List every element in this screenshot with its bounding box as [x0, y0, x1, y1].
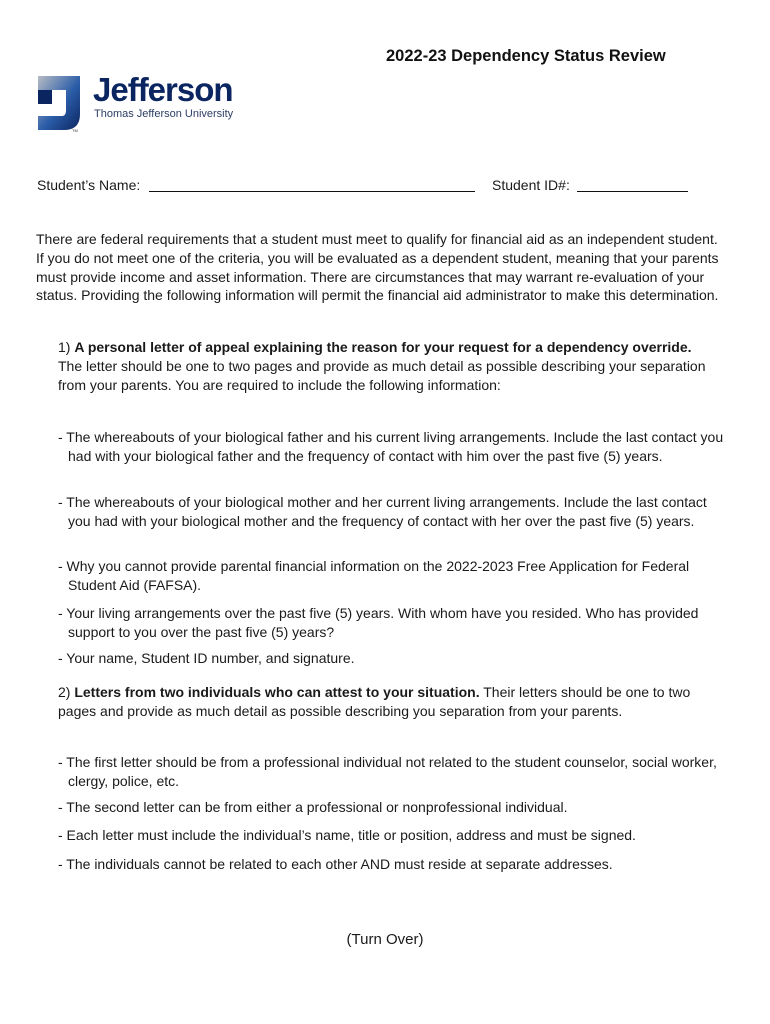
- section-2-body: Their letters should be one to two pages and provide as much detail as possible describing you separation from your parents.: [58, 684, 691, 719]
- student-id-label: Student ID#:: [492, 177, 570, 193]
- intro-paragraph: There are federal requirements that a student must meet to qualify for financial aid as an independent student. If you do not meet one of the criteria, you will be evaluated as a dependent student, meaning that your parents must provide income and asset information. There are circumstances that may warrant re-evaluation of your status. Providing the following information will permit the financial aid administrator to make this determination.: [36, 231, 719, 304]
- student-name-field[interactable]: [149, 191, 475, 192]
- student-name-label: Student’s Name:: [37, 177, 141, 193]
- list-item: - The whereabouts of your biological mother and her current living arrangements. Include the last contact you had with your biological mother and the frequency of contact with her over the past five (5) years.: [58, 494, 707, 529]
- turn-over-note: (Turn Over): [346, 931, 424, 948]
- section-1-body: The letter should be one to two pages and provide as much detail as possible describing your separation from your parents. You are required to include the following information:: [58, 357, 706, 393]
- list-item: - The whereabouts of your biological father and his current living arrangements. Include the last contact you had with your biological father and the frequency of contact with him over the past five (5) years.: [58, 429, 724, 464]
- section-2: [58, 683, 718, 721]
- list-item: - The individuals cannot be related to each other AND must reside at separate addresses.: [58, 856, 613, 872]
- section-2-number: 2): [58, 684, 71, 700]
- jefferson-logo: [36, 71, 246, 134]
- section-1-heading: A personal letter of appeal explaining the reason for your request for a dependency override.: [74, 339, 692, 355]
- jefferson-logo-mark: [36, 74, 86, 134]
- list-item: - Your name, Student ID number, and signature.: [58, 650, 355, 666]
- student-id-field[interactable]: [577, 191, 688, 192]
- list-item: - Why you cannot provide parental financial information on the 2022-2023 Free Application for Federal Student Aid (FAFSA).: [58, 558, 690, 593]
- trademark-label: TM: [72, 128, 78, 133]
- list-item: - Each letter must include the individual’s name, title or position, address and must be signed.: [58, 827, 636, 843]
- list-item: - The first letter should be from a professional individual not related to the student counselor, social worker, clergy, police, etc.: [58, 754, 717, 789]
- list-item: - Your living arrangements over the past five (5) years. With whom have you resided. Who has provided support to you over the past five (5) years?: [58, 605, 699, 640]
- list-item: - The second letter can be from either a professional or nonprofessional individual.: [58, 799, 568, 815]
- logo-subtitle: Thomas Jefferson University: [94, 108, 234, 120]
- logo-wordmark: Jefferson: [93, 71, 233, 108]
- section-1-number: 1): [58, 339, 71, 355]
- section-2-heading: Letters from two individuals who can attest to your situation.: [74, 684, 480, 700]
- page-title: 2022-23 Dependency Status Review: [386, 47, 666, 65]
- section-1: [58, 338, 718, 394]
